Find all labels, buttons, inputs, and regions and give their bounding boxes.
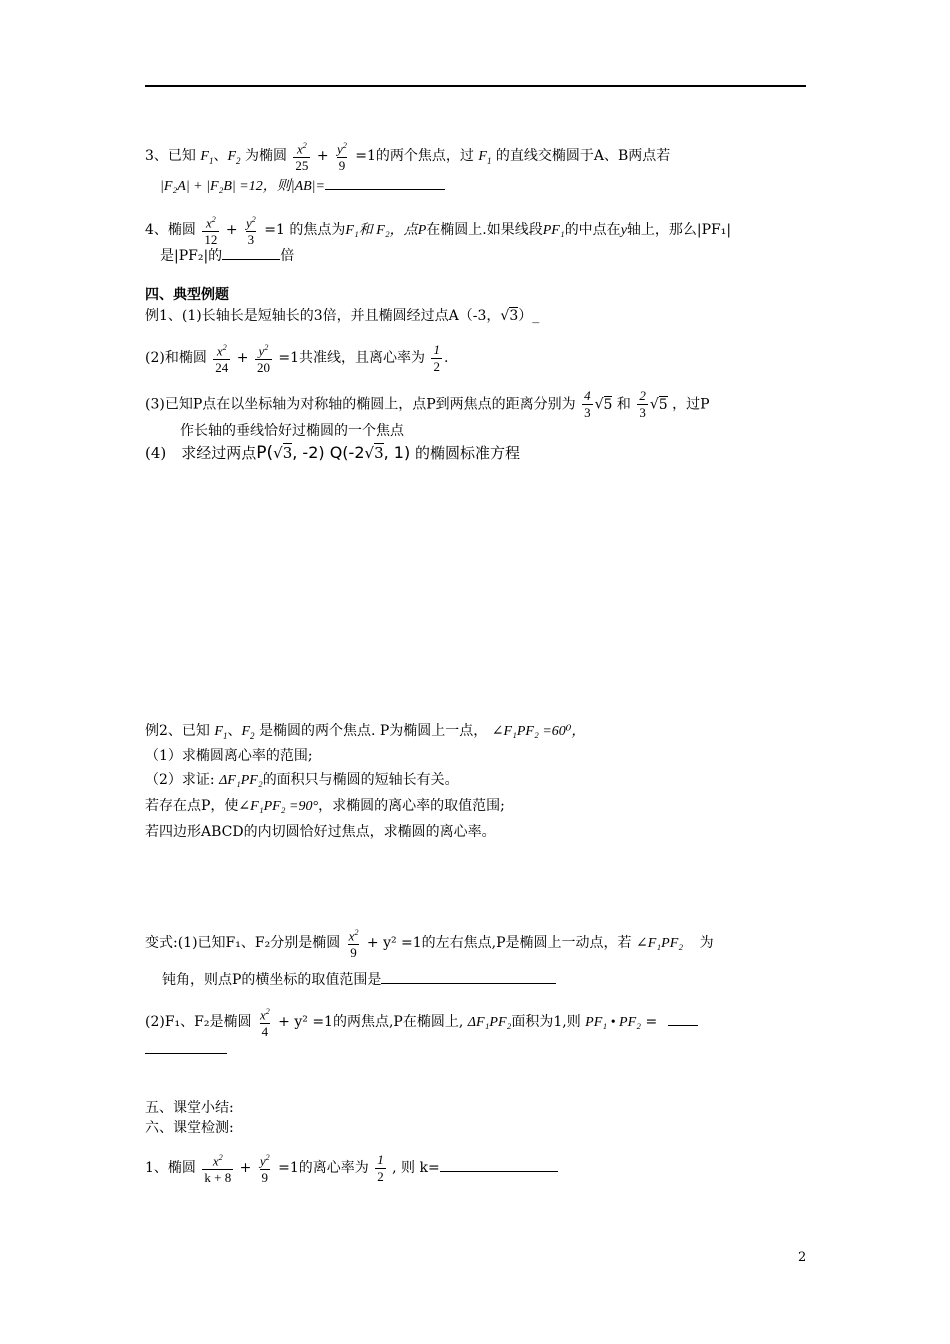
fraction-one-half: $\frac{1}{2}$ xyxy=(377,1151,384,1184)
example-2-q1: （1）求椭圆离心率的范围; xyxy=(145,748,313,764)
variant-1-line2: 钝角，则点P的横坐标的取值范围是 xyxy=(162,970,556,990)
check-question-1: 1、椭圆 $\frac{x^2}{k + 8}$ + $\frac{y^2}{9}$ =1的离心率为 $\frac{1}{2}$ , 则 k= xyxy=(145,1150,558,1186)
fraction-y2-3: $\frac{y^2}{3}$ xyxy=(246,215,256,248)
sqrt-5: √5 xyxy=(649,396,668,413)
section-heading-check: 六、课堂检测: xyxy=(145,1120,234,1136)
variant-2-line2 xyxy=(145,1040,227,1060)
example-2-q2: （2）求证: ΔF₁PF₂的面积只与椭圆的短轴长有关。 xyxy=(145,772,459,788)
page-number: 2 xyxy=(798,1250,807,1265)
focus-f2: $F_2$ xyxy=(241,724,255,741)
example-1-part3: (3)已知P点在以坐标轴为对称轴的椭圆上，点P到两焦点的距离分别为 $\frac{4}{3}$ √5 和 $\frac{2}{3}$ √5 ，过P xyxy=(145,388,710,420)
fraction-x2-4: $\frac{x^2}{4}$ xyxy=(259,1007,270,1040)
header-rule xyxy=(145,85,806,87)
fraction-x2-k8: $\frac{x^2}{k + 8}$ xyxy=(204,1153,232,1186)
fraction-four-thirds: $\frac{4}{3}$ xyxy=(584,388,591,420)
focus-f1-ref: $F_1$ xyxy=(478,149,492,166)
section-heading-examples: 四、典型例题 xyxy=(145,287,229,303)
focus-f1: $F_1$ xyxy=(200,149,214,166)
sqrt-3: √3 xyxy=(500,308,519,324)
problem-3-line2: |F₂A| + |F₂B| =12，则|AB|= xyxy=(160,176,445,197)
sqrt-5: √5 xyxy=(594,396,613,413)
problem-3-line1: 3、已知 $F_1$、$F_2$ 为椭圆 $\frac{x^2}{25}$ + $\frac{y^2}{9}$ =1的两个焦点，过 $F_1$ 的直线交椭圆于A、B两点若 xyxy=(145,138,670,174)
example-1-part2: (2)和椭圆 $\frac{x^2}{24}$ + $\frac{y^2}{20}$ =1共准线，且离心率为 $\frac{1}{2}$ . xyxy=(145,341,449,376)
example-1-part1: 例1、(1)长轴长是短轴长的3倍，并且椭圆经过点A（-3，√3）_ xyxy=(145,308,540,324)
fraction-x2-12: $\frac{x^2}{12}$ xyxy=(204,215,218,248)
answer-blank-cont[interactable] xyxy=(145,1041,227,1054)
problem-4-line2: 是|PF₂|的 倍 xyxy=(160,248,295,264)
answer-blank[interactable] xyxy=(325,177,445,190)
example-2-line1: 例2、已知 $F_1$、$F_2$ 是椭圆的两个焦点. P为椭圆上一点， ∠F₁PF₂ =60⁰， xyxy=(145,723,586,741)
fraction-x2-25: $\frac{x^2}{25}$ xyxy=(295,141,309,174)
variant-2-line1: (2)F₁、F₂是椭圆 $\frac{x^2}{4}$ + y² =1的两焦点,P在椭圆上, ΔF₁PF₂面积为1,则 PF₁ • PF₂ = xyxy=(145,1004,698,1040)
answer-blank[interactable] xyxy=(440,1159,558,1172)
fraction-one-half: $\frac{1}{2}$ xyxy=(433,341,440,374)
example-1-part4: (4) 求经过两点P(√3, -2) Q(-2√3, 1) 的椭圆标准方程 xyxy=(145,443,520,463)
answer-blank[interactable] xyxy=(222,247,280,260)
fraction-two-thirds: $\frac{2}{3}$ xyxy=(639,388,646,420)
answer-blank[interactable] xyxy=(668,1013,698,1026)
answer-blank[interactable] xyxy=(381,971,556,984)
fraction-y2-9: $\frac{y^2}{9}$ xyxy=(259,1153,270,1186)
example-2-q4: 若四边形ABCD的内切圆恰好过焦点，求椭圆的离心率。 xyxy=(145,824,496,840)
focus-f1: $F_1$ xyxy=(214,724,228,741)
fraction-y2-20: $\frac{y^2}{20}$ xyxy=(256,343,270,376)
sqrt-3: √3 xyxy=(273,444,293,462)
problem-3-prefix: 3、已知 xyxy=(145,148,196,165)
example-1-part3-cont: 作长轴的垂线恰好过椭圆的一个焦点 xyxy=(180,423,404,439)
example-2-q3: 若存在点P，使∠F₁PF₂ =90°，求椭圆的离心率的取值范围; xyxy=(145,798,505,814)
section-heading-summary: 五、课堂小结: xyxy=(145,1100,234,1116)
sqrt-3: √3 xyxy=(364,444,384,462)
focus-f2: $F_2$ xyxy=(227,149,241,166)
fraction-x2-24: $\frac{x^2}{24}$ xyxy=(215,343,229,376)
fraction-y2-9: $\frac{y^2}{9}$ xyxy=(337,141,347,174)
fraction-x2-9: $\frac{x^2}{9}$ xyxy=(348,928,359,961)
variant-1-line1: 变式:(1)已知F₁、F₂分别是椭圆 $\frac{x^2}{9}$ + y² =1的左右焦点,P是椭圆上一动点，若 ∠F₁PF₂ 为 xyxy=(145,925,714,961)
problem-4-line1: 4、椭圆 $\frac{x^2}{12}$ + $\frac{y^2}{3}$ =1 的焦点为F₁和 F₂，点P在椭圆上.如果线段PF₁的中点在y轴上，那么|PF₁| xyxy=(145,212,731,248)
